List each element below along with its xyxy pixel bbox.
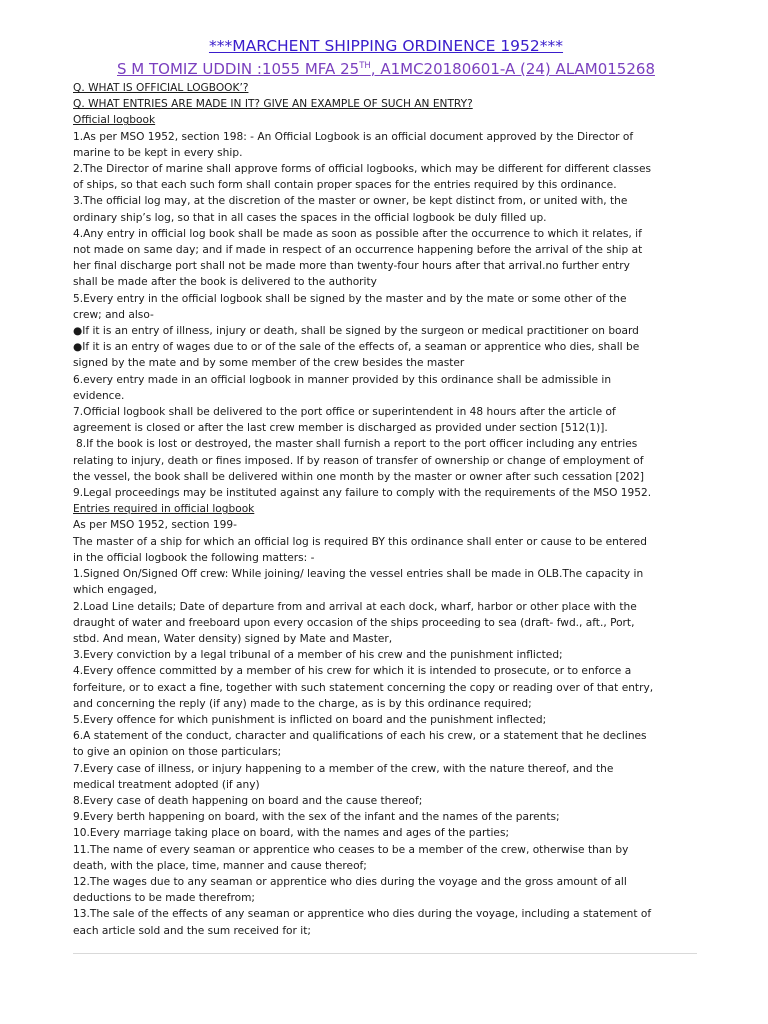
- author-line-part1: S M TOMIZ UDDIN :1055 MFA 25: [117, 60, 360, 78]
- text-line: 11.The name of every seaman or apprentice who ceases to be a member of the crew, otherwise than by: [73, 843, 629, 856]
- text-line: 5.Every offence for which punishment is inflicted on board and the punishment inflected;: [73, 713, 547, 726]
- text-line: deductions to be made therefrom;: [73, 892, 255, 905]
- text-line: 7.Every case of illness, or injury happening to a member of the crew, with the nature thereof, and the: [73, 762, 614, 775]
- section-heading-entries-required: Entries required in official logbook: [73, 503, 255, 516]
- text-line: 1.Signed On/Signed Off crew: While joining/ leaving the vessel entries shall be made in OLB.The capacity in: [73, 568, 644, 581]
- text-line: draught of water and freeboard upon every occasion of the ships proceeding to sea (draft- fwd., aft., Port,: [73, 616, 635, 629]
- section-heading-official-logbook: Official logbook: [73, 114, 156, 127]
- text-line: her final discharge port shall not be made more than twenty-four hours after that arrival.no further entry: [73, 260, 630, 273]
- text-line: The master of a ship for which an official log is required BY this ordinance shall enter or cause to be entered: [73, 535, 647, 548]
- footer-divider: [73, 953, 697, 954]
- question-1: Q. WHAT IS OFFICIAL LOGBOOK’?: [73, 82, 249, 94]
- text-line: agreement is closed or after the last crew member is discharged as provided under section [512(1)].: [73, 422, 608, 435]
- text-line: 8.Every case of death happening on board and the cause thereof;: [73, 794, 423, 807]
- text-line: 3.The official log may, at the discretion of the master or owner, be kept distinct from, or united with, the: [73, 195, 628, 208]
- text-line: 1.As per MSO 1952, section 198: - An Official Logbook is an official document approved by the Director of: [73, 130, 634, 143]
- text-line: 12.The wages due to any seaman or apprentice who dies during the voyage and the gross amount of all: [73, 875, 627, 888]
- text-line: relating to injury, death or fines imposed. If by reason of transfer of ownership or change of employment of: [73, 454, 644, 467]
- text-line: 9.Every berth happening on board, with the sex of the infant and the names of the parents;: [73, 811, 560, 824]
- text-line: 2.The Director of marine shall approve forms of official logbooks, which may be different for different classes: [73, 163, 652, 176]
- text-line: not made on same day; and if made in respect of an occurrence happening before the arrival of the ship at: [73, 244, 643, 257]
- text-line: 4.Every offence committed by a member of his crew for which it is intended to prosecute, or to enforce a: [73, 665, 632, 678]
- text-line: death, with the place, time, manner and cause thereof;: [73, 859, 367, 872]
- text-line: marine to be kept in every ship.: [73, 146, 243, 159]
- text-line: 5.Every entry in the official logbook shall be signed by the master and by the mate or some other of the: [73, 292, 627, 305]
- official-logbook-body: [73, 129, 699, 502]
- text-line: which engaged,: [73, 584, 158, 597]
- entries-required-body: [73, 517, 699, 938]
- text-line: 8.If the book is lost or destroyed, the master shall furnish a report to the port officer including any entries: [76, 438, 638, 451]
- text-line: 9.Legal proceedings may be instituted against any failure to comply with the requirements of the MSO 1952.: [73, 487, 652, 500]
- author-line-part2: , A1MC20180601-A (24) ALAM015268: [370, 60, 655, 78]
- text-line: forfeiture, or to exact a fine, together with such statement concerning the copy or reading over of that entry,: [73, 681, 654, 694]
- text-line: 7.Official logbook shall be delivered to the port office or superintendent in 48 hours after the article of: [73, 406, 616, 419]
- question-2: Q. WHAT ENTRIES ARE MADE IN IT? GIVE AN EXAMPLE OF SUCH AN ENTRY?: [73, 98, 473, 111]
- document-title: ***MARCHENT SHIPPING ORDINENCE 1952***: [208, 37, 564, 55]
- author-line-superscript: TH: [359, 61, 371, 71]
- text-line: ●If it is an entry of illness, injury or death, shall be signed by the surgeon or medical practitioner on board: [73, 325, 639, 338]
- author-line: [73, 56, 699, 79]
- text-line: As per MSO 1952, section 199-: [73, 519, 237, 532]
- text-line: 4.Any entry in official log book shall be made as soon as possible after the occurrence to which it relates, if: [73, 227, 642, 240]
- text-line: signed by the mate and by some member of the crew besides the master: [73, 357, 465, 370]
- text-line: 10.Every marriage taking place on board, with the names and ages of the parties;: [73, 827, 510, 840]
- text-line: shall be made after the book is delivered to the authority: [73, 276, 377, 289]
- text-line: and concerning the reply (if any) made to the charge, as is by this ordinance required;: [73, 697, 532, 710]
- text-line: 2.Load Line details; Date of departure from and arrival at each dock, wharf, harbor or other place with the: [73, 600, 637, 613]
- text-line: the vessel, the book shall be delivered within one month by the master or owner after such cessation [202]: [73, 470, 645, 483]
- text-line: ●If it is an entry of wages due to or of the sale of the effects of, a seaman or apprentice who dies, shall be: [73, 341, 640, 354]
- text-line: each article sold and the sum received for it;: [73, 924, 311, 937]
- text-line: medical treatment adopted (if any): [73, 778, 260, 791]
- text-line: 6.A statement of the conduct, character and qualifications of each his crew, or a statement that he declines: [73, 730, 647, 743]
- text-line: 13.The sale of the effects of any seaman or apprentice who dies during the voyage, including a statement of: [73, 908, 652, 921]
- text-line: ordinary ship’s log, so that in all cases the spaces in the official logbook be duly filled up.: [73, 211, 547, 224]
- text-line: evidence.: [73, 389, 125, 402]
- text-line: in the official logbook the following matters: -: [73, 551, 315, 564]
- text-line: crew; and also-: [73, 308, 154, 321]
- text-line: stbd. And mean, Water density) signed by Mate and Master,: [73, 632, 393, 645]
- text-line: to give an opinion on those particulars;: [73, 746, 282, 759]
- document-page: [73, 36, 699, 939]
- text-line: 3.Every conviction by a legal tribunal of a member of his crew and the punishment inflicted;: [73, 649, 563, 662]
- text-line: of ships, so that each such form shall contain proper spaces for the entries required by this ordinance.: [73, 179, 617, 192]
- text-line: 6.every entry made in an official logbook in manner provided by this ordinance shall be admissible in: [73, 373, 612, 386]
